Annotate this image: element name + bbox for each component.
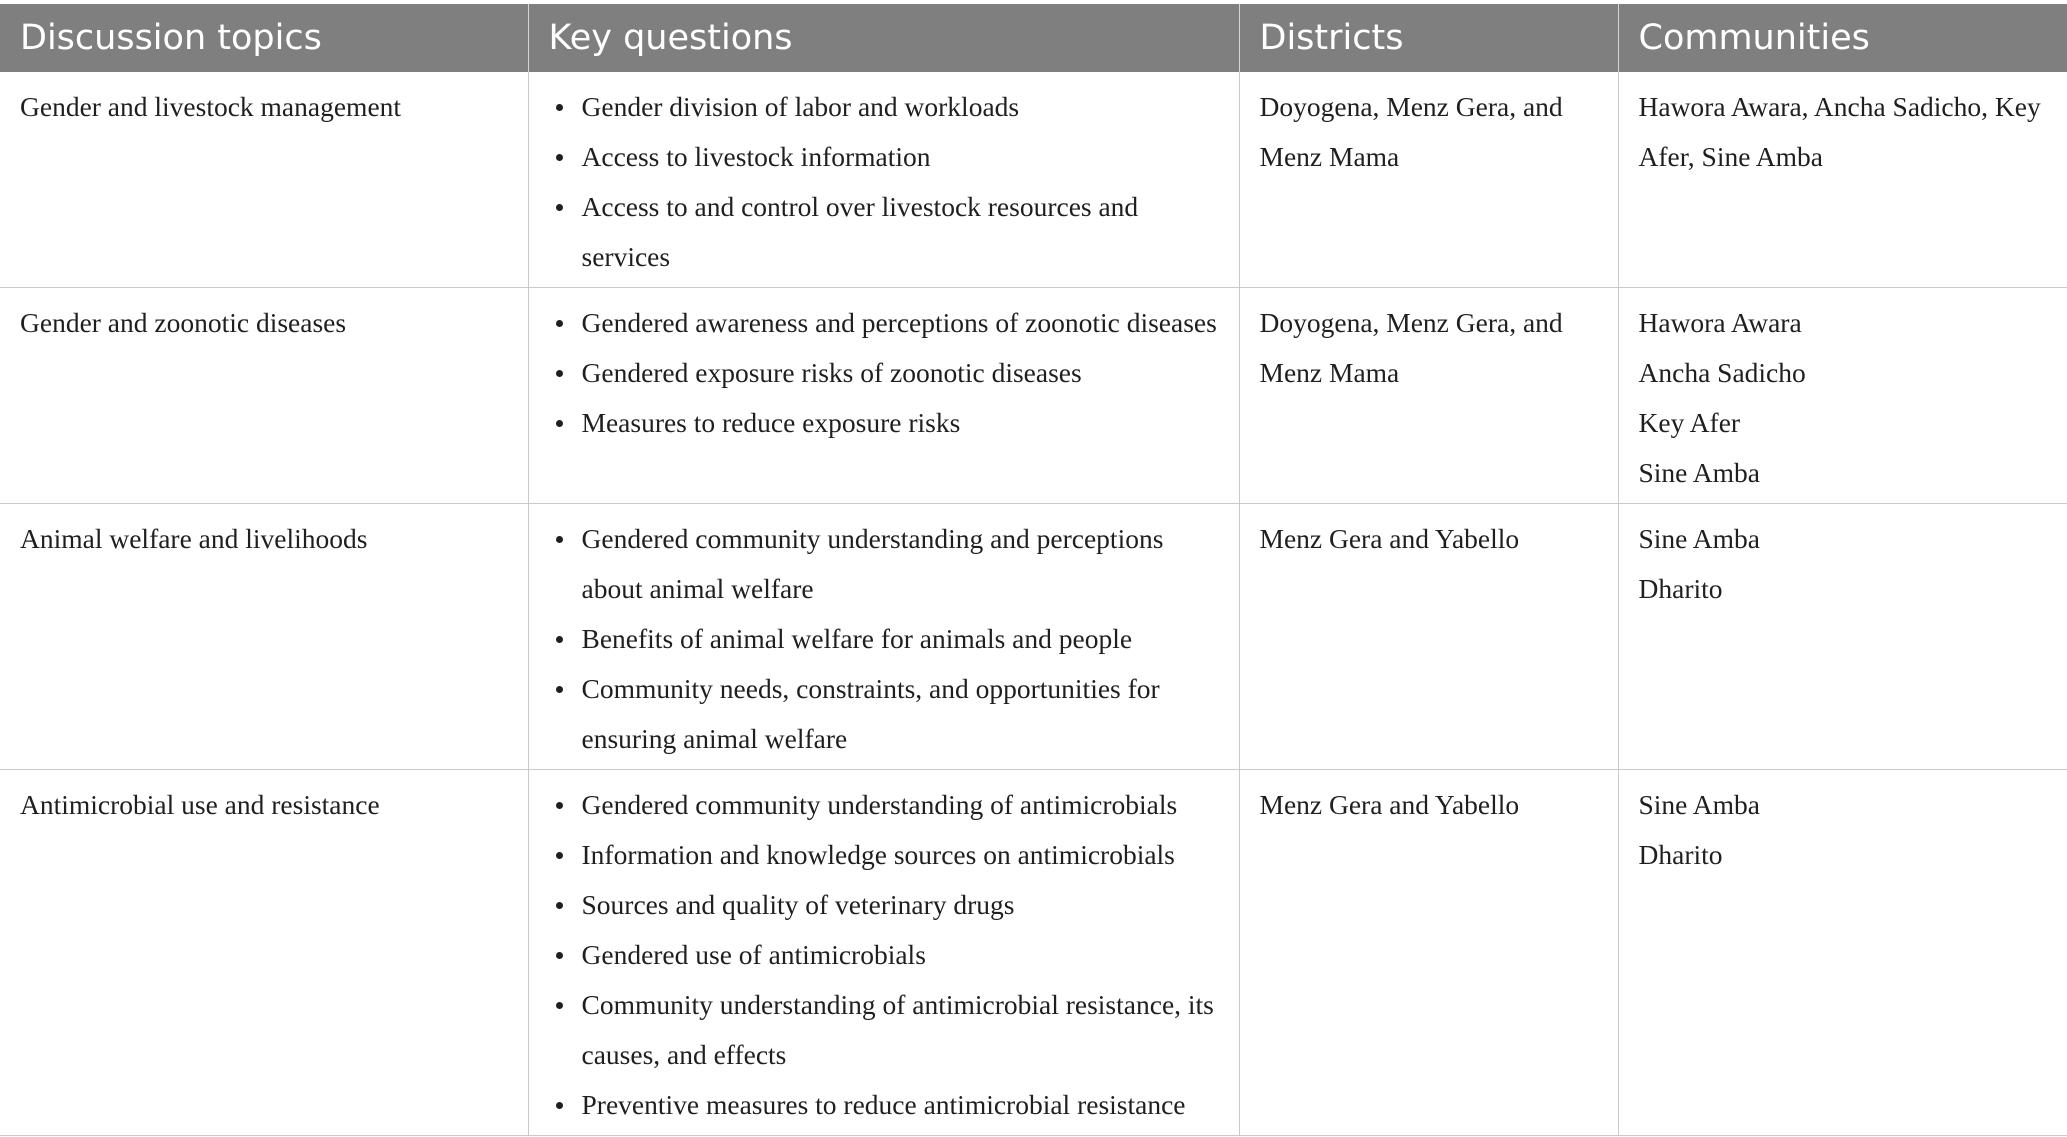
community-name: Sine Amba bbox=[1638, 523, 1760, 554]
communities-cell bbox=[1618, 504, 2067, 770]
questions-list bbox=[549, 514, 1219, 764]
table-row bbox=[0, 72, 2067, 288]
districts-cell: Menz Gera and Yabello bbox=[1239, 770, 1618, 1136]
question-item: Gendered exposure risks of zoonotic diseases bbox=[549, 348, 1219, 398]
discussion-table-container bbox=[0, 4, 2067, 1136]
topic-cell: Antimicrobial use and resistance bbox=[0, 770, 528, 1136]
question-item: Information and knowledge sources on antimicrobials bbox=[549, 830, 1219, 880]
community-name: Sine Amba bbox=[1638, 789, 1760, 820]
question-item: Preventive measures to reduce antimicrobial resistance bbox=[549, 1080, 1219, 1130]
community-name: Hawora Awara, Ancha Sadicho, Key Afer, Sine Amba bbox=[1638, 91, 2041, 172]
question-item: Community understanding of antimicrobial resistance, its causes, and effects bbox=[549, 980, 1219, 1080]
question-item: Measures to reduce exposure risks bbox=[549, 398, 1219, 448]
table-row bbox=[0, 770, 2067, 1136]
table-row bbox=[0, 288, 2067, 504]
questions-cell bbox=[528, 288, 1239, 504]
header-communities: Communities bbox=[1618, 4, 2067, 72]
community-name: Ancha Sadicho bbox=[1638, 357, 1806, 388]
communities-cell bbox=[1618, 288, 2067, 504]
question-item: Gendered community understanding of antimicrobials bbox=[549, 780, 1219, 830]
community-name: Dharito bbox=[1638, 839, 1723, 870]
community-name: Hawora Awara bbox=[1638, 307, 1802, 338]
districts-cell: Doyogena, Menz Gera, and Menz Mama bbox=[1239, 288, 1618, 504]
question-item: Access to and control over livestock resources and services bbox=[549, 182, 1219, 282]
table-header-row bbox=[0, 4, 2067, 72]
community-name: Sine Amba bbox=[1638, 457, 1760, 488]
question-item: Sources and quality of veterinary drugs bbox=[549, 880, 1219, 930]
question-item: Gendered awareness and perceptions of zoonotic diseases bbox=[549, 298, 1219, 348]
questions-list bbox=[549, 780, 1219, 1130]
questions-list bbox=[549, 82, 1219, 282]
question-item: Gendered use of antimicrobials bbox=[549, 930, 1219, 980]
questions-list bbox=[549, 298, 1219, 448]
header-key-questions: Key questions bbox=[528, 4, 1239, 72]
questions-cell bbox=[528, 72, 1239, 288]
header-discussion-topics: Discussion topics bbox=[0, 4, 528, 72]
community-name: Dharito bbox=[1638, 573, 1723, 604]
question-item: Benefits of animal welfare for animals and people bbox=[549, 614, 1219, 664]
question-item: Gendered community understanding and perceptions about animal welfare bbox=[549, 514, 1219, 614]
table-row bbox=[0, 504, 2067, 770]
topic-cell: Gender and zoonotic diseases bbox=[0, 288, 528, 504]
communities-cell bbox=[1618, 770, 2067, 1136]
question-item: Community needs, constraints, and opportunities for ensuring animal welfare bbox=[549, 664, 1219, 764]
topic-cell: Animal welfare and livelihoods bbox=[0, 504, 528, 770]
questions-cell bbox=[528, 504, 1239, 770]
communities-cell bbox=[1618, 72, 2067, 288]
question-item: Access to livestock information bbox=[549, 132, 1219, 182]
districts-cell: Doyogena, Menz Gera, and Menz Mama bbox=[1239, 72, 1618, 288]
discussion-topics-table bbox=[0, 4, 2067, 1136]
community-name: Key Afer bbox=[1638, 407, 1741, 438]
districts-cell: Menz Gera and Yabello bbox=[1239, 504, 1618, 770]
question-item: Gender division of labor and workloads bbox=[549, 82, 1219, 132]
questions-cell bbox=[528, 770, 1239, 1136]
header-districts: Districts bbox=[1239, 4, 1618, 72]
topic-cell: Gender and livestock management bbox=[0, 72, 528, 288]
